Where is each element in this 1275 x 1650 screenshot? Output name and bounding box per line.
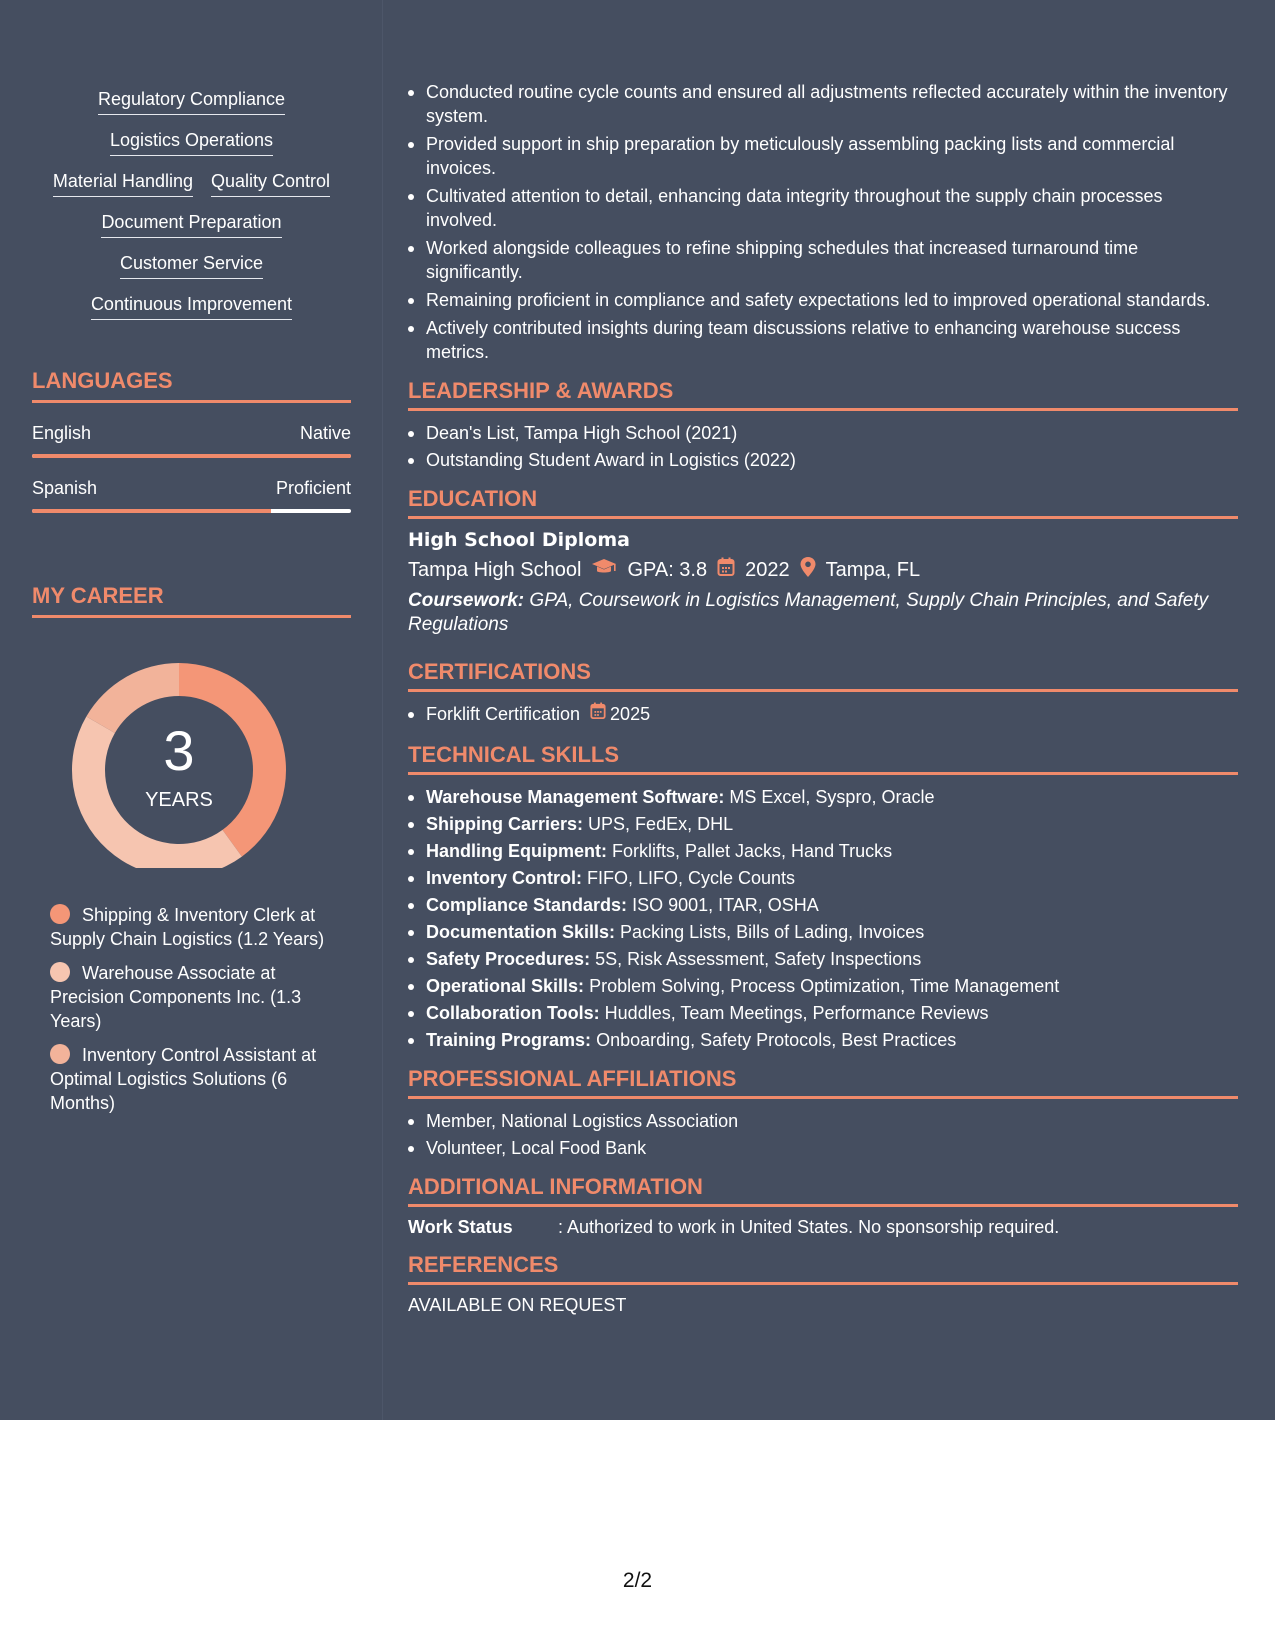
references-section xyxy=(408,1252,1238,1316)
references-text: AVAILABLE ON REQUEST xyxy=(408,1295,627,1315)
work-status-value: : Authorized to work in United States. No sponsorship required. xyxy=(558,1217,1060,1237)
certifications-heading: CERTIFICATIONS xyxy=(408,659,1238,692)
technical-skill-item xyxy=(426,812,1238,836)
education-section xyxy=(408,486,1238,637)
certification-item xyxy=(426,702,1238,726)
location-pin-icon xyxy=(800,557,816,583)
language-name: English xyxy=(32,423,92,443)
technical-skill-item xyxy=(426,866,1238,890)
technical-skill-item xyxy=(426,947,1238,971)
career-legend-item xyxy=(50,961,337,1033)
skill-values: 5S, Risk Assessment, Safety Inspections xyxy=(595,949,922,969)
career-heading: MY CAREER xyxy=(32,583,351,618)
graduation-year: 2022 xyxy=(745,558,790,581)
skill-pill: Material Handling xyxy=(53,170,193,197)
calendar-icon xyxy=(590,702,606,726)
skill-category: Compliance Standards: xyxy=(426,895,628,915)
graduation-cap-icon xyxy=(591,558,617,582)
skill-category: Training Programs: xyxy=(426,1030,592,1050)
skill-values: Packing Lists, Bills of Lading, Invoices xyxy=(620,922,925,942)
skill-pill: Continuous Improvement xyxy=(91,293,292,320)
technical-skills-list xyxy=(408,775,1238,1052)
legend-dot-icon xyxy=(50,962,70,982)
languages-heading: LANGUAGES xyxy=(32,368,351,403)
career-section xyxy=(32,583,351,1115)
references-heading: REFERENCES xyxy=(408,1252,1238,1285)
calendar-icon xyxy=(717,557,735,583)
sidebar xyxy=(32,80,351,1125)
language-item xyxy=(32,423,351,458)
main-column xyxy=(408,80,1238,1316)
skill-category: Inventory Control: xyxy=(426,868,582,888)
degree-title: High School Diploma xyxy=(408,529,630,551)
leadership-list xyxy=(408,411,1238,472)
affiliations-section xyxy=(408,1066,1238,1160)
career-legend-label: Inventory Control Assistant at Optimal Logistics Solutions (6 Months) xyxy=(50,1045,317,1113)
skill-values: Onboarding, Safety Protocols, Best Practices xyxy=(596,1030,957,1050)
skill-values: Forklifts, Pallet Jacks, Hand Trucks xyxy=(612,841,893,861)
affiliation-item: Member, National Logistics Association xyxy=(426,1109,1238,1133)
career-legend-label: Warehouse Associate at Precision Components Inc. (1.3 Years) xyxy=(50,963,302,1031)
technical-skills-section xyxy=(408,742,1238,1052)
technical-skill-item xyxy=(426,974,1238,998)
language-level-fill xyxy=(32,509,271,513)
experience-bullet: Provided support in ship preparation by meticulously assembling packing lists and commercial invoices. xyxy=(426,132,1238,180)
affiliations-heading: PROFESSIONAL AFFILIATIONS xyxy=(408,1066,1238,1099)
skill-values: Problem Solving, Process Optimization, Time Management xyxy=(589,976,1060,996)
certifications-section xyxy=(408,659,1238,726)
career-total-value: 3 xyxy=(163,719,195,782)
language-level: Native xyxy=(299,423,351,443)
skill-category: Documentation Skills: xyxy=(426,922,616,942)
skill-pill: Logistics Operations xyxy=(110,129,273,156)
skill-pill: Regulatory Compliance xyxy=(98,88,285,115)
education-meta xyxy=(408,557,1238,583)
skill-pill: Quality Control xyxy=(211,170,330,197)
skill-values: Huddles, Team Meetings, Performance Reviews xyxy=(604,1003,989,1023)
skill-category: Handling Equipment: xyxy=(426,841,607,861)
work-status-row xyxy=(408,1207,1238,1238)
skill-values: ISO 9001, ITAR, OSHA xyxy=(632,895,819,915)
experience-bullets xyxy=(408,80,1238,364)
skill-category: Operational Skills: xyxy=(426,976,585,996)
certifications-list xyxy=(408,692,1238,726)
career-legend-label: Shipping & Inventory Clerk at Supply Chain Logistics (1.2 Years) xyxy=(50,905,325,949)
education-heading: EDUCATION xyxy=(408,486,1238,519)
career-legend xyxy=(32,903,351,1115)
coursework-label: Coursework: xyxy=(408,590,525,611)
language-level: Proficient xyxy=(275,478,351,498)
technical-skills-heading: TECHNICAL SKILLS xyxy=(408,742,1238,775)
leadership-section xyxy=(408,378,1238,472)
skill-pill: Document Preparation xyxy=(101,211,281,238)
technical-skill-item xyxy=(426,785,1238,809)
experience-bullet: Cultivated attention to detail, enhancing data integrity throughout the supply chain processes involved. xyxy=(426,184,1238,232)
award-item: Outstanding Student Award in Logistics (2022) xyxy=(426,448,1238,472)
skill-values: FIFO, LIFO, Cycle Counts xyxy=(587,868,796,888)
certification-year: 2025 xyxy=(610,704,651,724)
language-item xyxy=(32,478,351,513)
language-level-bar xyxy=(32,454,351,458)
column-divider xyxy=(382,0,383,1420)
school-location: Tampa, FL xyxy=(825,558,921,581)
coursework-text: GPA, Coursework in Logistics Management, Supply Chain Principles, and Safety Regulations xyxy=(408,590,1209,635)
legend-dot-icon xyxy=(50,904,70,924)
leadership-heading: LEADERSHIP & AWARDS xyxy=(408,378,1238,411)
technical-skill-item xyxy=(426,839,1238,863)
work-status-label: Work Status xyxy=(408,1217,513,1237)
legend-dot-icon xyxy=(50,1044,70,1064)
experience-bullet: Worked alongside colleagues to refine shipping schedules that increased turnaround time significantly. xyxy=(426,236,1238,284)
affiliation-item: Volunteer, Local Food Bank xyxy=(426,1136,1238,1160)
career-donut-chart xyxy=(32,618,351,868)
language-level-fill xyxy=(32,454,351,458)
school-name: Tampa High School xyxy=(408,558,582,581)
award-item: Dean's List, Tampa High School (2021) xyxy=(426,421,1238,445)
additional-info-section xyxy=(408,1174,1238,1238)
page-number: 2/2 xyxy=(622,1569,653,1592)
career-legend-item xyxy=(50,1043,337,1115)
experience-bullet: Actively contributed insights during team discussions relative to enhancing warehouse success metrics. xyxy=(426,316,1238,364)
technical-skill-item xyxy=(426,920,1238,944)
affiliations-list xyxy=(408,1099,1238,1160)
languages-section xyxy=(32,368,351,513)
technical-skill-item xyxy=(426,1028,1238,1052)
certification-name: Forklift Certification xyxy=(426,704,581,724)
experience-bullet: Conducted routine cycle counts and ensured all adjustments reflected accurately within the inventory system. xyxy=(426,80,1238,128)
additional-info-heading: ADDITIONAL INFORMATION xyxy=(408,1174,1238,1207)
skill-values: UPS, FedEx, DHL xyxy=(588,814,734,834)
skills-list xyxy=(32,80,351,320)
technical-skill-item xyxy=(426,893,1238,917)
language-name: Spanish xyxy=(32,478,98,498)
career-legend-item xyxy=(50,903,337,951)
experience-bullet: Remaining proficient in compliance and safety expectations led to improved operational standards. xyxy=(426,288,1238,312)
skill-pill: Customer Service xyxy=(120,252,263,279)
career-donut-slice xyxy=(179,663,286,857)
technical-skill-item xyxy=(426,1001,1238,1025)
skill-category: Safety Procedures: xyxy=(426,949,591,969)
skill-category: Shipping Carriers: xyxy=(426,814,584,834)
career-total-unit: YEARS xyxy=(145,789,213,811)
skill-category: Warehouse Management Software: xyxy=(426,787,725,807)
gpa: GPA: 3.8 xyxy=(627,558,708,581)
skill-category: Collaboration Tools: xyxy=(426,1003,600,1023)
skill-values: MS Excel, Syspro, Oracle xyxy=(729,787,935,807)
language-level-bar xyxy=(32,509,351,513)
coursework xyxy=(408,589,1238,637)
